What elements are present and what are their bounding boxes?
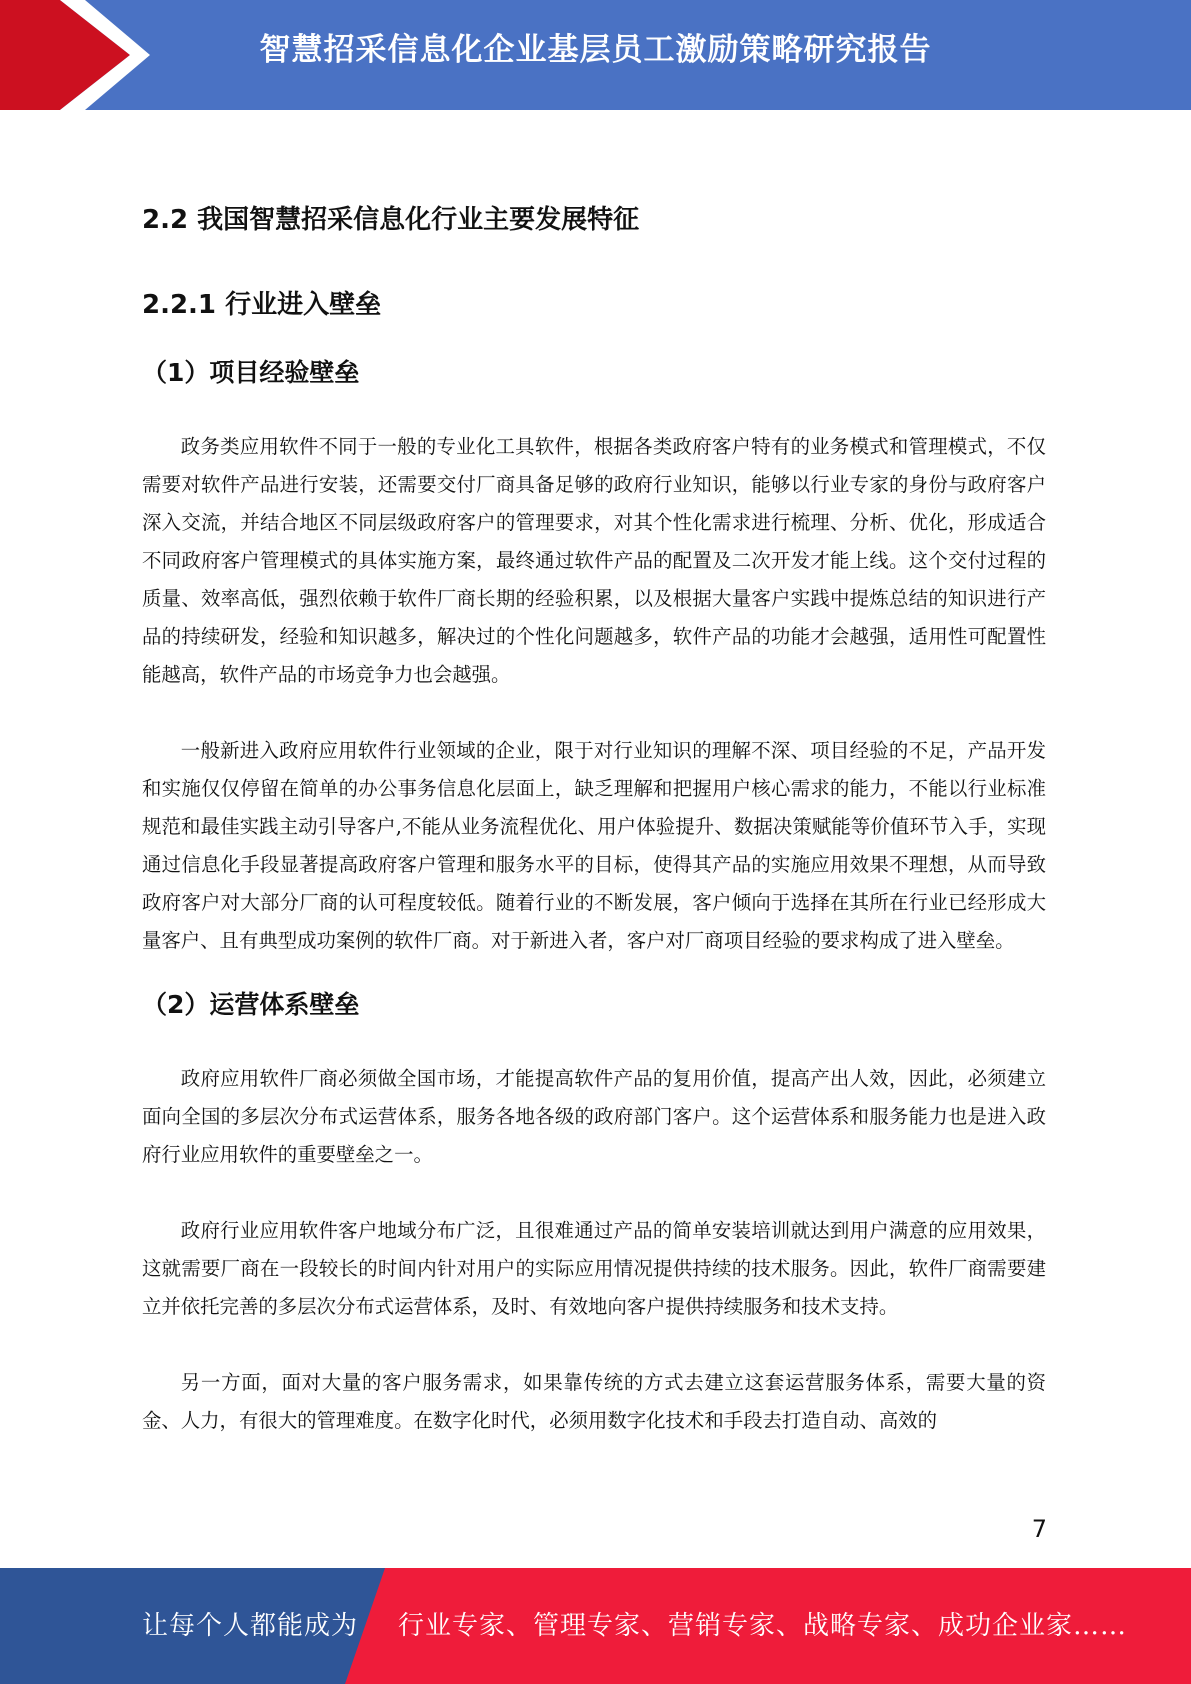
paragraph: 政务类应用软件不同于一般的专业化工具软件，根据各类政府客户特有的业务模式和管理模式，不仅需要对软件产品进行安装，还需要交付厂商具备足够的政府行业知识，能够以行业专家的身份与政府客户深入交流，并结合地区不同层级政府客户的管理要求，对其个性化需求进行梳理、分析、优化，形成适合不同政府客户管理模式的具体实施方案，最终通过软件产品的配置及二次开发才能上线。这个交付过程的质量、效率高低，强烈依赖于软件厂商长期的经验积累，以及根据大量客户实践中提炼总结的知识进行产品的持续研发，经验和知识越多，解决过的个性化问题越多，软件产品的功能才会越强，适用性可配置性能越高，软件产品的市场竞争力也会越强。 (142, 435, 1046, 686)
footer-band (0, 1568, 1191, 1684)
header-band (0, 0, 1191, 110)
section-heading: 2.2 我国智慧招采信息化行业主要发展特征 (142, 205, 640, 235)
paragraph: 另一方面，面对大量的客户服务需求，如果靠传统的方式去建立这套运营服务体系，需要大量的资金、人力，有很大的管理难度。在数字化时代，必须用数字化技术和手段去打造自动、高效的 (142, 1371, 1046, 1432)
page-content (142, 190, 1046, 1478)
part-title-operation-system: （2）运营体系壁垒 (142, 990, 360, 1019)
paragraph: 政府应用软件厂商必须做全国市场，才能提高软件产品的复用价值，提高产出人效，因此，必须建立面向全国的多层次分布式运营体系，服务各地各级的政府部门客户。这个运营体系和服务能力也是进入政府行业应用软件的重要壁垒之一。 (142, 1067, 1046, 1166)
footer-slogan-right: 行业专家、管理专家、营销专家、战略专家、成功企业家…… (398, 1611, 1128, 1641)
footer-slogan-left: 让每个人都能成为 (142, 1611, 359, 1641)
paragraph: 一般新进入政府应用软件行业领域的企业，限于对行业知识的理解不深、项目经验的不足，产品开发和实施仅仅停留在简单的办公事务信息化层面上，缺乏理解和把握用户核心需求的能力，不能以行业标准规范和最佳实践主动引导客户,不能从业务流程优化、用户体验提升、数据决策赋能等价值环节入手，实现通过信息化手段显著提高政府客户管理和服务水平的目标，使得其产品的实施应用效果不理想，从而导致政府客户对大部分厂商的认可程度较低。随着行业的不断发展，客户倾向于选择在其所在行业已经形成大量客户、且有典型成功案例的软件厂商。对于新进入者，客户对厂商项目经验的要求构成了进入壁垒。 (142, 739, 1046, 952)
report-title: 智慧招采信息化企业基层员工激励策略研究报告 (259, 32, 932, 68)
page-number: 7 (1031, 1515, 1047, 1543)
paragraph: 政府行业应用软件客户地域分布广泛，且很难通过产品的简单安装培训就达到用户满意的应用效果，这就需要厂商在一段较长的时间内针对用户的实际应用情况提供持续的技术服务。因此，软件厂商需要建立并依托完善的多层次分布式运营体系，及时、有效地向客户提供持续服务和技术支持。 (142, 1219, 1046, 1318)
header-arrow-decoration (0, 0, 160, 110)
subsection-heading: 2.2.1 行业进入壁垒 (142, 290, 382, 320)
part-title-project-experience: （1）项目经验壁垒 (142, 358, 360, 387)
